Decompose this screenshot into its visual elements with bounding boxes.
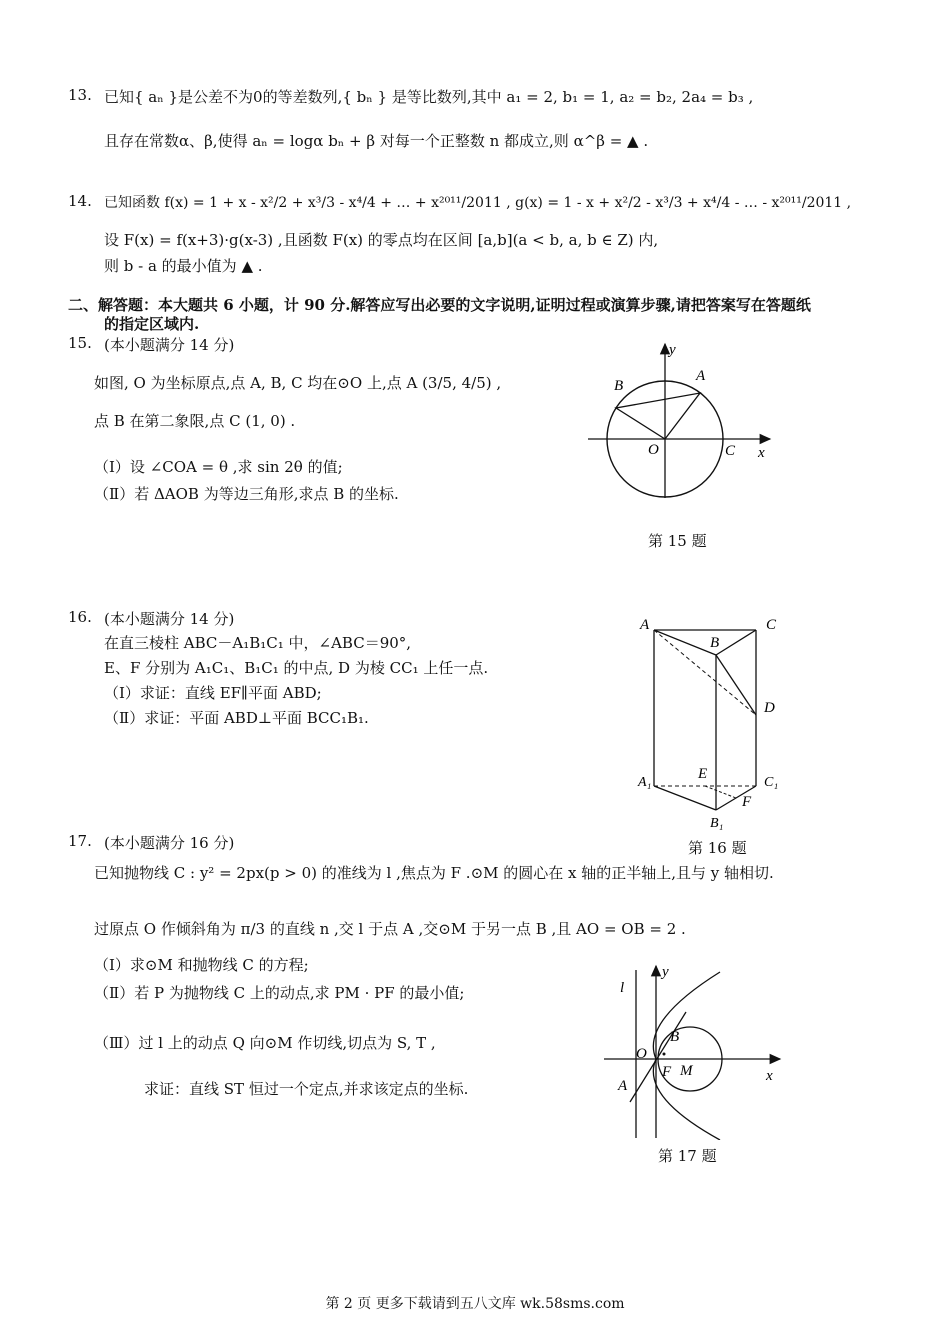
question-15-part-2: （Ⅱ）若 ΔAOB 为等边三角形,求点 B 的坐标. [94,485,399,503]
label-x: x [766,1068,773,1084]
question-number: 17. [68,832,92,850]
figure-caption: 第 16 题 [688,839,747,857]
question-15-line-2: 点 B 在第二象限,点 C (1, 0) . [94,412,296,430]
question-16-line-2: E、F 分别为 A₁C₁、B₁C₁ 的中点, D 为棱 CC₁ 上任一点. [104,659,489,677]
figure-16 [630,610,790,835]
question-15-part-1: （Ⅰ）设 ∠COA = θ ,求 sin 2θ 的值; [94,458,343,476]
figure-17 [600,962,790,1140]
label-o: O [636,1046,647,1062]
question-score: (本小题满分 14 分) [104,336,235,354]
parabola [653,972,720,1140]
label-d: D [764,700,775,716]
triangle-aob [616,393,700,439]
figure-15 [580,338,780,508]
question-number: 14. [68,192,92,210]
question-16-part-1: （Ⅰ）求证：直线 EF∥平面 ABD; [104,684,322,702]
label-c: C [766,617,777,633]
label-a: A [640,617,650,633]
label-c1: C₁ [764,775,779,790]
label-m: M [680,1063,693,1079]
label-c: C [725,443,736,459]
page-footer: 第 2 页 更多下载请到五八文库 wk.58sms.com [325,1296,625,1312]
section-heading-line-2: 的指定区域内. [104,315,200,333]
question-score: (本小题满分 14 分) [104,610,235,628]
label-a: A [618,1078,628,1094]
label-b: B [710,635,720,651]
label-y: y [669,342,676,358]
label-e: E [698,766,708,782]
label-b1: B₁ [710,816,724,831]
label-a1: A₁ [638,775,652,790]
label-f: F [662,1064,672,1080]
figure-caption: 第 17 题 [658,1147,717,1165]
label-b: B [614,378,624,394]
question-15-line-1: 如图, O 为坐标原点,点 A, B, C 均在⊙O 上,点 A (3/5, 4/5) , [94,374,502,392]
question-13-line-1: 已知{ aₙ }是公差不为0的等差数列,{ bₙ } 是等比数列,其中 a₁ = 2, b₁ = 1, a₂ = b₂, 2a₄ = b₃ , [104,88,754,106]
label-y: y [662,964,669,980]
question-16-part-2: （Ⅱ）求证：平面 ABD⊥平面 BCC₁B₁. [104,709,369,727]
question-14-line-1: 已知函数 f(x) = 1 + x - x²/2 + x³/3 - x⁴/4 + … + x²⁰¹¹/2011 , g(x) = 1 - x + x²/2 - x³/3 + x⁴/4 - … - x²⁰¹¹/2011 , [104,195,852,211]
question-17-part-3: （Ⅲ）过 l 上的动点 Q 向⊙M 作切线,切点为 S, T , [94,1034,436,1052]
section-heading-line-1: 二、解答题：本大题共 6 小题，计 90 分.解答应写出必要的文字说明,证明过程或演算步骤,请把答案写在答题纸 [68,296,811,314]
label-l: l [620,980,625,996]
label-f: F [742,794,752,810]
question-13-line-2: 且存在常数α、β,使得 aₙ = logα bₙ + β 对每一个正整数 n 都成立,则 α^β = ▲ . [104,132,649,150]
question-score: (本小题满分 16 分) [104,834,235,852]
label-o: O [648,442,659,458]
figure-caption: 第 15 题 [648,532,707,550]
label-a: A [696,368,706,384]
question-17-part-2: （Ⅱ）若 P 为抛物线 C 上的动点,求 PM · PF 的最小值; [94,984,465,1002]
question-number: 15. [68,334,92,352]
question-17-line-1: 已知抛物线 C : y² = 2px(p > 0) 的准线为 l ,焦点为 F .⊙M 的圆心在 x 轴的正半轴上,且与 y 轴相切. [94,864,774,882]
label-b: B [670,1029,680,1045]
label-x: x [758,445,765,461]
question-17-part-1: （Ⅰ）求⊙M 和抛物线 C 的方程; [94,956,309,974]
question-number: 13. [68,86,92,104]
question-14-line-2: 设 F(x) = f(x+3)·g(x-3) ,且函数 F(x) 的零点均在区间 [a,b](a < b, a, b ∈ Z) 内, [104,231,659,249]
question-16-line-1: 在直三棱柱 ABC－A₁B₁C₁ 中，∠ABC＝90°, [104,634,412,652]
question-14-line-3: 则 b - a 的最小值为 ▲ . [104,257,263,275]
question-number: 16. [68,608,92,626]
question-17-part-3b: 求证：直线 ST 恒过一个定点,并求该定点的坐标. [144,1080,469,1098]
question-17-line-2: 过原点 O 作倾斜角为 π/3 的直线 n ,交 l 于点 A ,交⊙M 于另一点 B ,且 AO = OB = 2 . [94,920,686,938]
